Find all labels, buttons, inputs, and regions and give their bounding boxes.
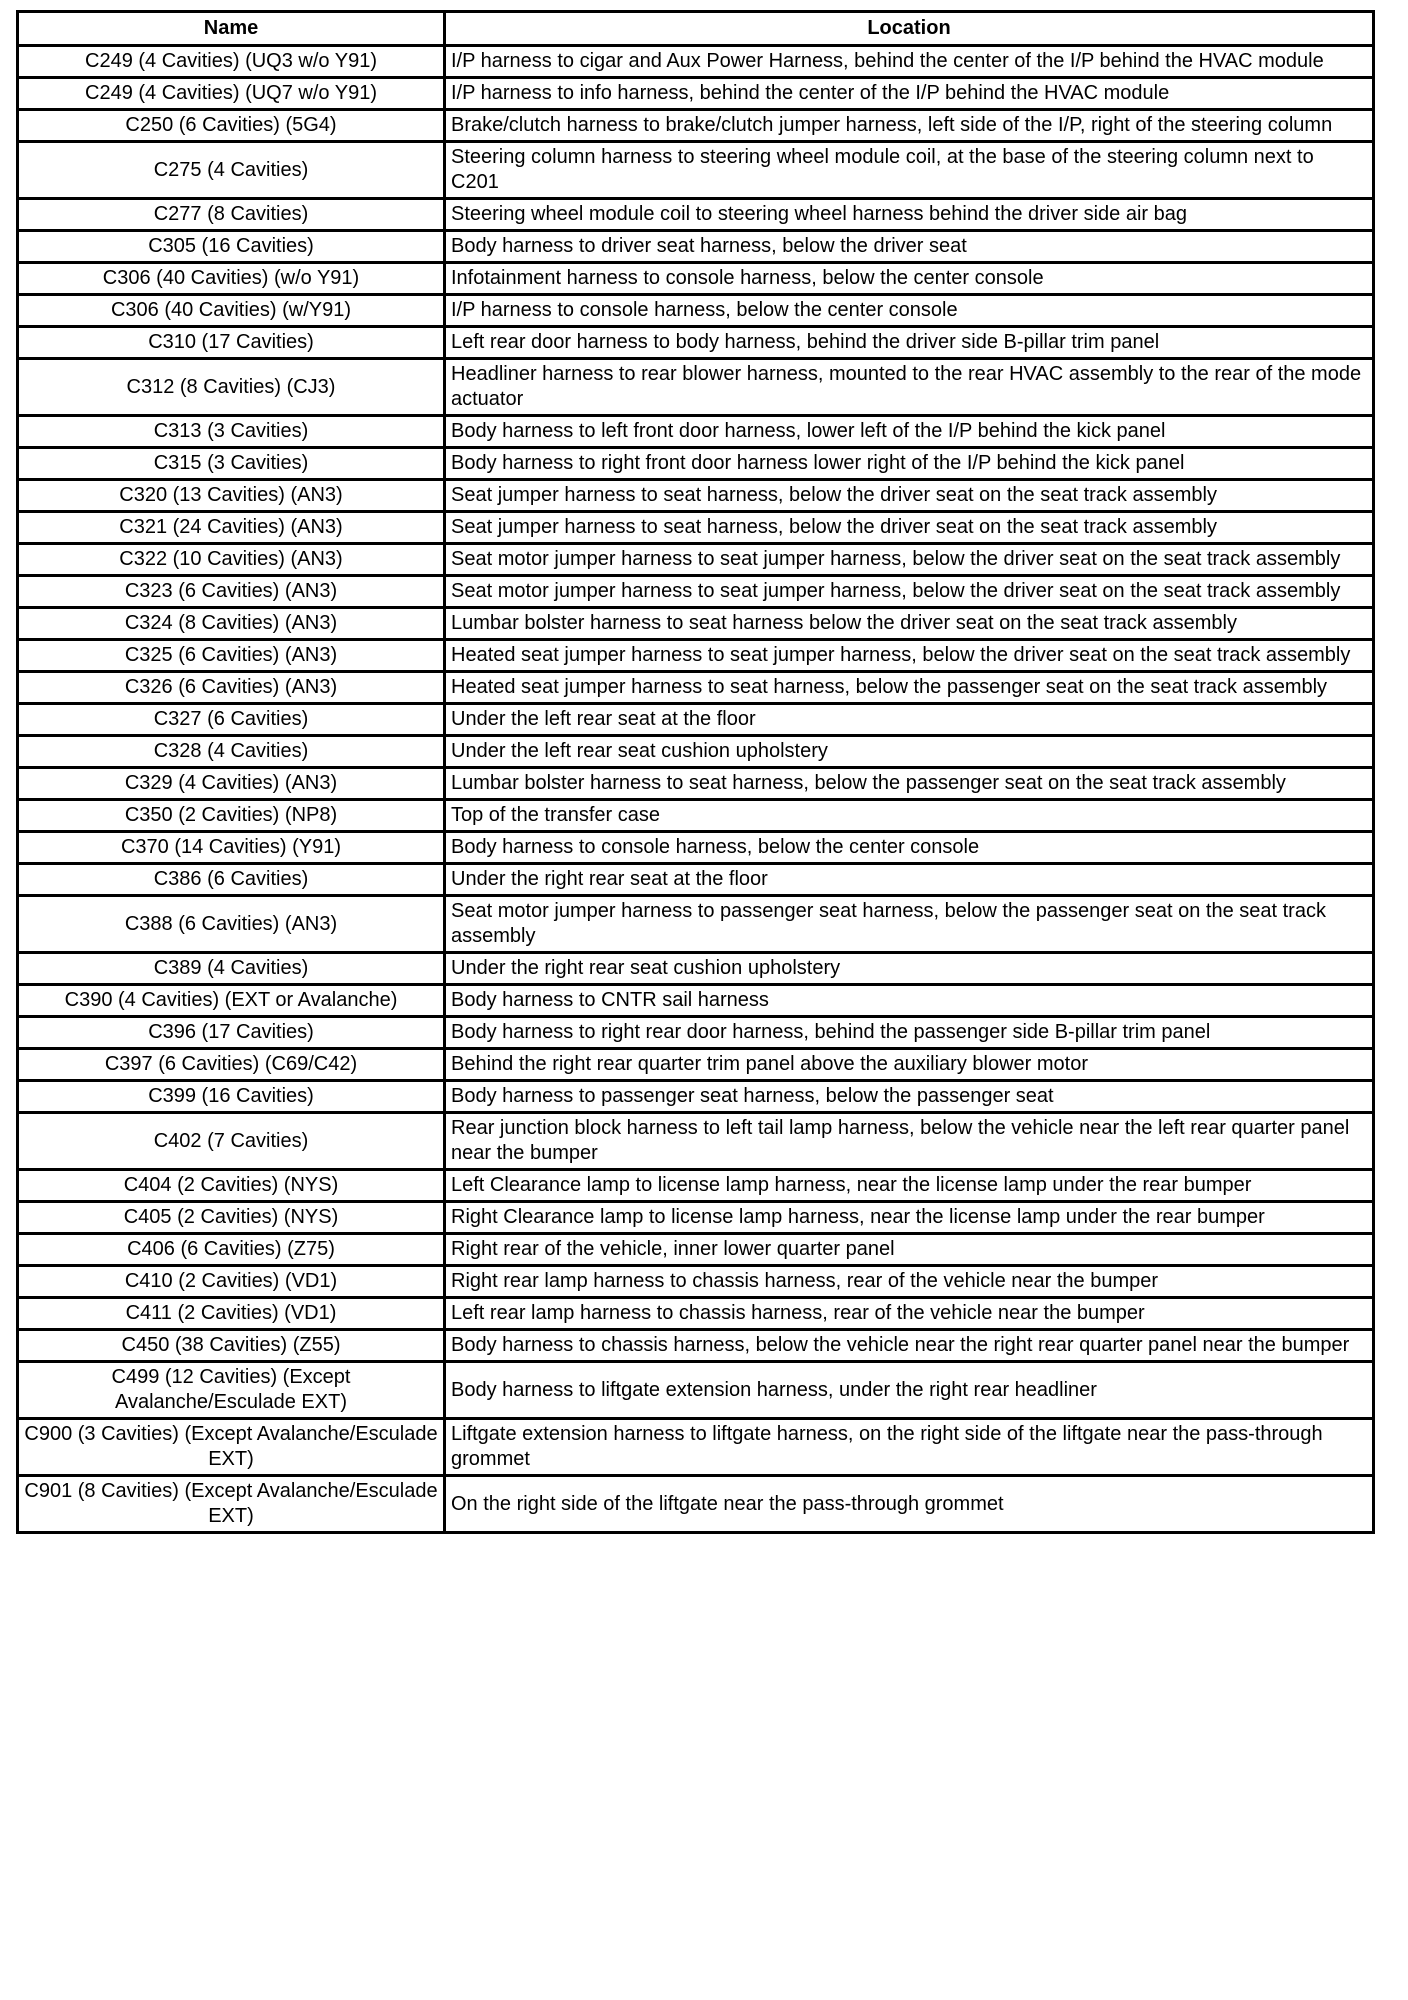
table-row <box>18 110 1374 142</box>
table-row <box>18 1049 1374 1081</box>
connector-location-cell: Left rear door harness to body harness, behind the driver side B-pillar trim panel <box>445 327 1374 359</box>
connector-name-cell: C396 (17 Cavities) <box>18 1017 445 1049</box>
connector-location-cell: Body harness to CNTR sail harness <box>445 985 1374 1017</box>
table-row <box>18 800 1374 832</box>
connector-name-cell: C411 (2 Cavities) (VD1) <box>18 1298 445 1330</box>
table-row <box>18 832 1374 864</box>
connector-name-cell: C275 (4 Cavities) <box>18 142 445 199</box>
connector-location-cell: Lumbar bolster harness to seat harness, below the passenger seat on the seat track assembly <box>445 768 1374 800</box>
table-row <box>18 1266 1374 1298</box>
connector-location-cell: Body harness to right front door harness lower right of the I/P behind the kick panel <box>445 448 1374 480</box>
connector-location-cell: Liftgate extension harness to liftgate harness, on the right side of the liftgate near the pass-through grommet <box>445 1419 1374 1476</box>
table-row <box>18 359 1374 416</box>
table-row <box>18 640 1374 672</box>
connector-name-cell: C250 (6 Cavities) (5G4) <box>18 110 445 142</box>
table-row <box>18 199 1374 231</box>
connector-name-cell: C277 (8 Cavities) <box>18 199 445 231</box>
connector-location-cell: Top of the transfer case <box>445 800 1374 832</box>
table-row <box>18 263 1374 295</box>
table-row <box>18 704 1374 736</box>
connector-location-cell: Rear junction block harness to left tail lamp harness, below the vehicle near the left rear quarter panel near the bumper <box>445 1113 1374 1170</box>
connector-name-cell: C306 (40 Cavities) (w/o Y91) <box>18 263 445 295</box>
connector-location-cell: Right Clearance lamp to license lamp harness, near the license lamp under the rear bumper <box>445 1202 1374 1234</box>
connector-location-cell: Under the right rear seat cushion upholstery <box>445 953 1374 985</box>
connector-name-cell: C386 (6 Cavities) <box>18 864 445 896</box>
connector-name-cell: C499 (12 Cavities) (Except Avalanche/Esculade EXT) <box>18 1362 445 1419</box>
table-row <box>18 512 1374 544</box>
connector-location-cell: On the right side of the liftgate near the pass-through grommet <box>445 1476 1374 1533</box>
connector-name-cell: C390 (4 Cavities) (EXT or Avalanche) <box>18 985 445 1017</box>
connector-name-cell: C313 (3 Cavities) <box>18 416 445 448</box>
connector-name-cell: C900 (3 Cavities) (Except Avalanche/Esculade EXT) <box>18 1419 445 1476</box>
connector-name-cell: C322 (10 Cavities) (AN3) <box>18 544 445 576</box>
table-row <box>18 480 1374 512</box>
connector-location-cell: I/P harness to info harness, behind the center of the I/P behind the HVAC module <box>445 78 1374 110</box>
connector-location-cell: Seat motor jumper harness to seat jumper harness, below the driver seat on the seat track assembly <box>445 576 1374 608</box>
table-row <box>18 1234 1374 1266</box>
connector-name-cell: C350 (2 Cavities) (NP8) <box>18 800 445 832</box>
connector-name-cell: C315 (3 Cavities) <box>18 448 445 480</box>
connector-location-cell: Steering wheel module coil to steering wheel harness behind the driver side air bag <box>445 199 1374 231</box>
connector-name-cell: C389 (4 Cavities) <box>18 953 445 985</box>
connector-location-cell: Seat jumper harness to seat harness, below the driver seat on the seat track assembly <box>445 512 1374 544</box>
header-row <box>18 12 1374 46</box>
connector-name-cell: C405 (2 Cavities) (NYS) <box>18 1202 445 1234</box>
name-column-header: Name <box>18 12 445 46</box>
connector-name-cell: C399 (16 Cavities) <box>18 1081 445 1113</box>
connector-location-cell: Left Clearance lamp to license lamp harness, near the license lamp under the rear bumper <box>445 1170 1374 1202</box>
table-row <box>18 1419 1374 1476</box>
connector-name-cell: C404 (2 Cavities) (NYS) <box>18 1170 445 1202</box>
connector-location-table <box>16 10 1375 1534</box>
connector-name-cell: C410 (2 Cavities) (VD1) <box>18 1266 445 1298</box>
connector-location-cell: Right rear lamp harness to chassis harness, rear of the vehicle near the bumper <box>445 1266 1374 1298</box>
table-row <box>18 768 1374 800</box>
connector-name-cell: C397 (6 Cavities) (C69/C42) <box>18 1049 445 1081</box>
connector-location-cell: Seat jumper harness to seat harness, below the driver seat on the seat track assembly <box>445 480 1374 512</box>
connector-location-cell: Under the right rear seat at the floor <box>445 864 1374 896</box>
connector-location-cell: Left rear lamp harness to chassis harness, rear of the vehicle near the bumper <box>445 1298 1374 1330</box>
connector-location-cell: I/P harness to console harness, below the center console <box>445 295 1374 327</box>
connector-name-cell: C329 (4 Cavities) (AN3) <box>18 768 445 800</box>
table-row <box>18 1170 1374 1202</box>
connector-location-cell: Behind the right rear quarter trim panel above the auxiliary blower motor <box>445 1049 1374 1081</box>
connector-name-cell: C323 (6 Cavities) (AN3) <box>18 576 445 608</box>
connector-name-cell: C901 (8 Cavities) (Except Avalanche/Esculade EXT) <box>18 1476 445 1533</box>
table-row <box>18 46 1374 78</box>
connector-location-cell: Under the left rear seat cushion upholstery <box>445 736 1374 768</box>
connector-location-cell: I/P harness to cigar and Aux Power Harness, behind the center of the I/P behind the HVAC module <box>445 46 1374 78</box>
connector-name-cell: C324 (8 Cavities) (AN3) <box>18 608 445 640</box>
connector-name-cell: C370 (14 Cavities) (Y91) <box>18 832 445 864</box>
connector-location-cell: Under the left rear seat at the floor <box>445 704 1374 736</box>
connector-location-cell: Body harness to driver seat harness, below the driver seat <box>445 231 1374 263</box>
connector-location-cell: Body harness to right rear door harness, behind the passenger side B-pillar trim panel <box>445 1017 1374 1049</box>
connector-location-cell: Right rear of the vehicle, inner lower quarter panel <box>445 1234 1374 1266</box>
table-row <box>18 448 1374 480</box>
connector-location-cell: Seat motor jumper harness to passenger seat harness, below the passenger seat on the seat track assembly <box>445 896 1374 953</box>
connector-location-cell: Body harness to passenger seat harness, below the passenger seat <box>445 1081 1374 1113</box>
connector-location-cell: Heated seat jumper harness to seat harness, below the passenger seat on the seat track assembly <box>445 672 1374 704</box>
connector-location-cell: Lumbar bolster harness to seat harness below the driver seat on the seat track assembly <box>445 608 1374 640</box>
table-row <box>18 1330 1374 1362</box>
connector-name-cell: C450 (38 Cavities) (Z55) <box>18 1330 445 1362</box>
table-row <box>18 1017 1374 1049</box>
table-body <box>18 46 1374 1533</box>
connector-location-cell: Heated seat jumper harness to seat jumper harness, below the driver seat on the seat track assembly <box>445 640 1374 672</box>
connector-name-cell: C320 (13 Cavities) (AN3) <box>18 480 445 512</box>
connector-name-cell: C321 (24 Cavities) (AN3) <box>18 512 445 544</box>
table-row <box>18 142 1374 199</box>
table-row <box>18 1081 1374 1113</box>
connector-location-cell: Headliner harness to rear blower harness, mounted to the rear HVAC assembly to the rear of the mode actuator <box>445 359 1374 416</box>
connector-location-cell: Body harness to console harness, below the center console <box>445 832 1374 864</box>
connector-name-cell: C326 (6 Cavities) (AN3) <box>18 672 445 704</box>
connector-name-cell: C249 (4 Cavities) (UQ3 w/o Y91) <box>18 46 445 78</box>
table-row <box>18 576 1374 608</box>
table-row <box>18 953 1374 985</box>
connector-location-cell: Body harness to chassis harness, below the vehicle near the right rear quarter panel near the bumper <box>445 1330 1374 1362</box>
connector-name-cell: C328 (4 Cavities) <box>18 736 445 768</box>
connector-location-cell: Seat motor jumper harness to seat jumper harness, below the driver seat on the seat track assembly <box>445 544 1374 576</box>
table-row <box>18 672 1374 704</box>
table-row <box>18 1362 1374 1419</box>
connector-name-cell: C327 (6 Cavities) <box>18 704 445 736</box>
connector-name-cell: C325 (6 Cavities) (AN3) <box>18 640 445 672</box>
table-row <box>18 327 1374 359</box>
table-row <box>18 1298 1374 1330</box>
connector-location-cell: Brake/clutch harness to brake/clutch jumper harness, left side of the I/P, right of the steering column <box>445 110 1374 142</box>
connector-name-cell: C402 (7 Cavities) <box>18 1113 445 1170</box>
location-column-header: Location <box>445 12 1374 46</box>
table-row <box>18 78 1374 110</box>
connector-location-cell: Body harness to left front door harness, lower left of the I/P behind the kick panel <box>445 416 1374 448</box>
connector-name-cell: C388 (6 Cavities) (AN3) <box>18 896 445 953</box>
table-row <box>18 864 1374 896</box>
table-row <box>18 1202 1374 1234</box>
table-row <box>18 608 1374 640</box>
table-row <box>18 295 1374 327</box>
connector-name-cell: C310 (17 Cavities) <box>18 327 445 359</box>
table-row <box>18 1476 1374 1533</box>
connector-location-cell: Infotainment harness to console harness, below the center console <box>445 263 1374 295</box>
connector-location-cell: Body harness to liftgate extension harness, under the right rear headliner <box>445 1362 1374 1419</box>
table-row <box>18 736 1374 768</box>
connector-name-cell: C305 (16 Cavities) <box>18 231 445 263</box>
table-row <box>18 544 1374 576</box>
table-row <box>18 231 1374 263</box>
connector-name-cell: C312 (8 Cavities) (CJ3) <box>18 359 445 416</box>
table-row <box>18 985 1374 1017</box>
connector-location-cell: Steering column harness to steering wheel module coil, at the base of the steering column next to C201 <box>445 142 1374 199</box>
connector-name-cell: C249 (4 Cavities) (UQ7 w/o Y91) <box>18 78 445 110</box>
table-row <box>18 416 1374 448</box>
table-row <box>18 1113 1374 1170</box>
table-row <box>18 896 1374 953</box>
connector-name-cell: C406 (6 Cavities) (Z75) <box>18 1234 445 1266</box>
connector-name-cell: C306 (40 Cavities) (w/Y91) <box>18 295 445 327</box>
